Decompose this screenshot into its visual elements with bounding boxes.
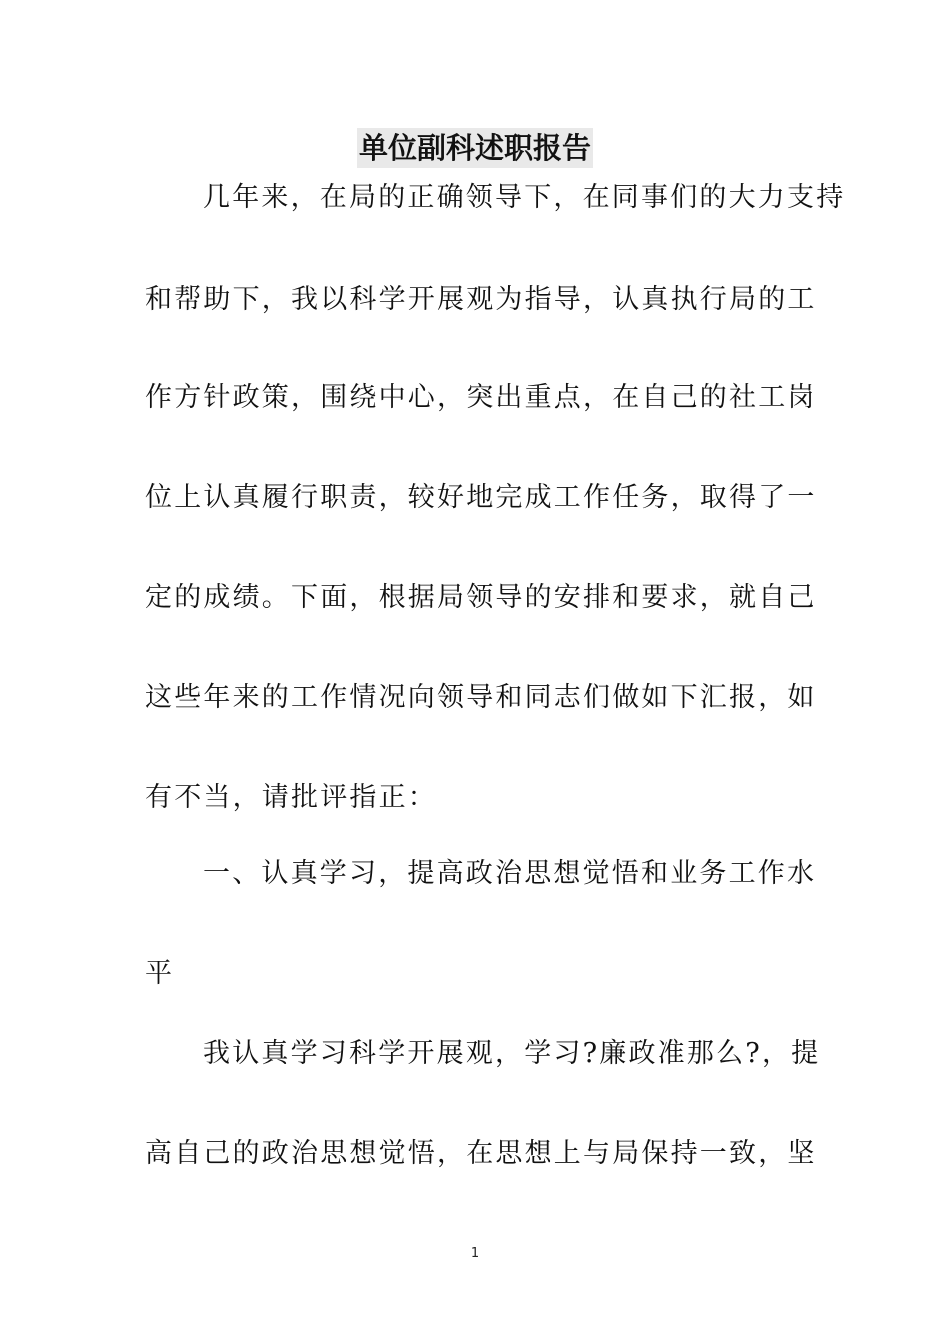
section-heading-line: 一、认真学习，提高政治思想觉悟和业务工作水 (203, 858, 817, 889)
text-line: 高自己的政治思想觉悟，在思想上与局保持一致，坚 (145, 1138, 817, 1169)
text-line: 有不当，请批评指正： (145, 782, 437, 813)
section-heading-line: 平 (145, 958, 175, 989)
document-title: 单位副科述职报告 (357, 128, 593, 168)
text-line: 我认真学习科学开展观，学习?廉政准那么?，提 (203, 1038, 821, 1069)
page-number: 1 (470, 1246, 480, 1261)
text-line: 位上认真履行职责，较好地完成工作任务，取得了一 (145, 482, 817, 513)
text-line: 作方针政策，围绕中心，突出重点，在自己的社工岗 (145, 382, 817, 413)
text-line: 定的成绩。下面，根据局领导的安排和要求，就自己 (145, 582, 817, 613)
text-line: 几年来，在局的正确领导下，在同事们的大力支持 (203, 182, 846, 213)
title-container (0, 128, 950, 168)
text-line: 这些年来的工作情况向领导和同志们做如下汇报，如 (145, 682, 817, 713)
text-line: 和帮助下，我以科学开展观为指导，认真执行局的工 (145, 284, 817, 315)
